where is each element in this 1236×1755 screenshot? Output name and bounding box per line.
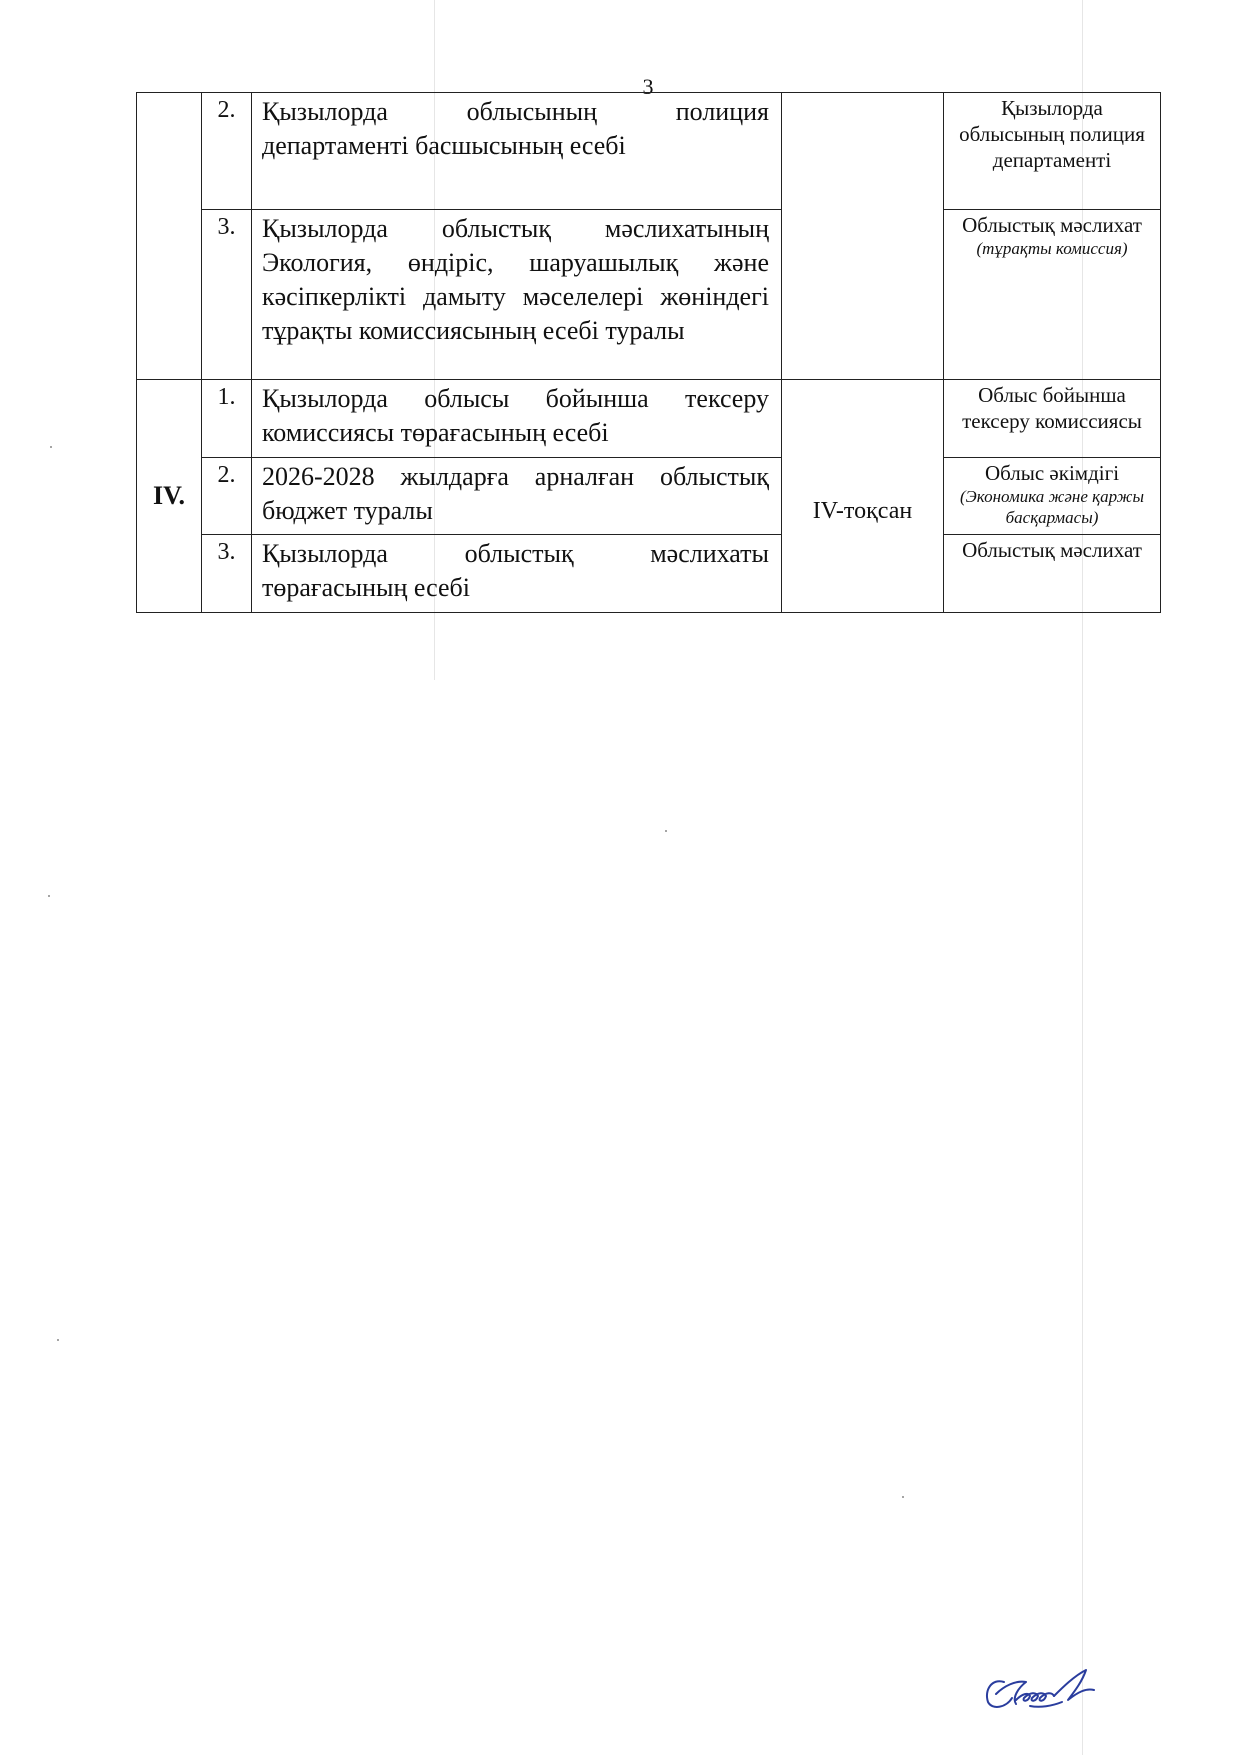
table-row [137, 535, 1161, 613]
signature [982, 1668, 1098, 1714]
responsible-note: (тұрақты комиссия) [976, 239, 1128, 258]
table-row [137, 210, 1161, 380]
responsible-name: Облыстық мәслихат [962, 213, 1142, 237]
scan-speck [665, 830, 667, 832]
responsible-name: Облыс бойынша тексеру комиссиясы [962, 383, 1142, 433]
item-number: 2. [202, 93, 252, 210]
responsible-note: (Экономика және қаржы басқармасы) [960, 487, 1144, 527]
item-title: Қызылорда облысының полиция департаменті басшысының есебі [252, 93, 782, 210]
scan-speck [902, 1496, 904, 1498]
item-title: Қызылорда облысы бойынша тексеру комиссиясы төрағасының есебі [252, 380, 782, 458]
responsible-cell [944, 535, 1161, 613]
item-title: 2026-2028 жылдарға арналған облыстық бюджет туралы [252, 458, 782, 535]
responsible-cell [944, 458, 1161, 535]
item-number: 1. [202, 380, 252, 458]
item-number: 3. [202, 210, 252, 380]
work-plan-table [136, 92, 1161, 613]
responsible-cell [944, 93, 1161, 210]
term-cell: IV-тоқсан [782, 380, 944, 613]
responsible-cell [944, 380, 1161, 458]
item-title: Қызылорда облыстық мәслихаты төрағасының есебі [252, 535, 782, 613]
scan-speck [48, 895, 50, 897]
responsible-cell [944, 210, 1161, 380]
item-number: 3. [202, 535, 252, 613]
item-title: Қызылорда облыстық мәслихатының Экология, өндіріс, шаруашылық және кәсіпкерлікті дамыту мәселелері жөніндегі тұрақты комиссиясының есебі туралы [252, 210, 782, 380]
scan-speck [50, 446, 52, 448]
term-cell [782, 93, 944, 380]
section-cell [137, 93, 202, 380]
scan-speck [57, 1339, 59, 1341]
table-row [137, 458, 1161, 535]
responsible-name: Облыс әкімдігі [984, 461, 1120, 485]
responsible-name: Қызылорда облысының полиция департаменті [959, 96, 1145, 172]
table-row [137, 93, 1161, 210]
item-number: 2. [202, 458, 252, 535]
table-row [137, 380, 1161, 458]
section-cell: IV. [137, 380, 202, 613]
page-number: 3 [642, 74, 654, 99]
responsible-name: Облыстық мәслихат [962, 538, 1142, 562]
